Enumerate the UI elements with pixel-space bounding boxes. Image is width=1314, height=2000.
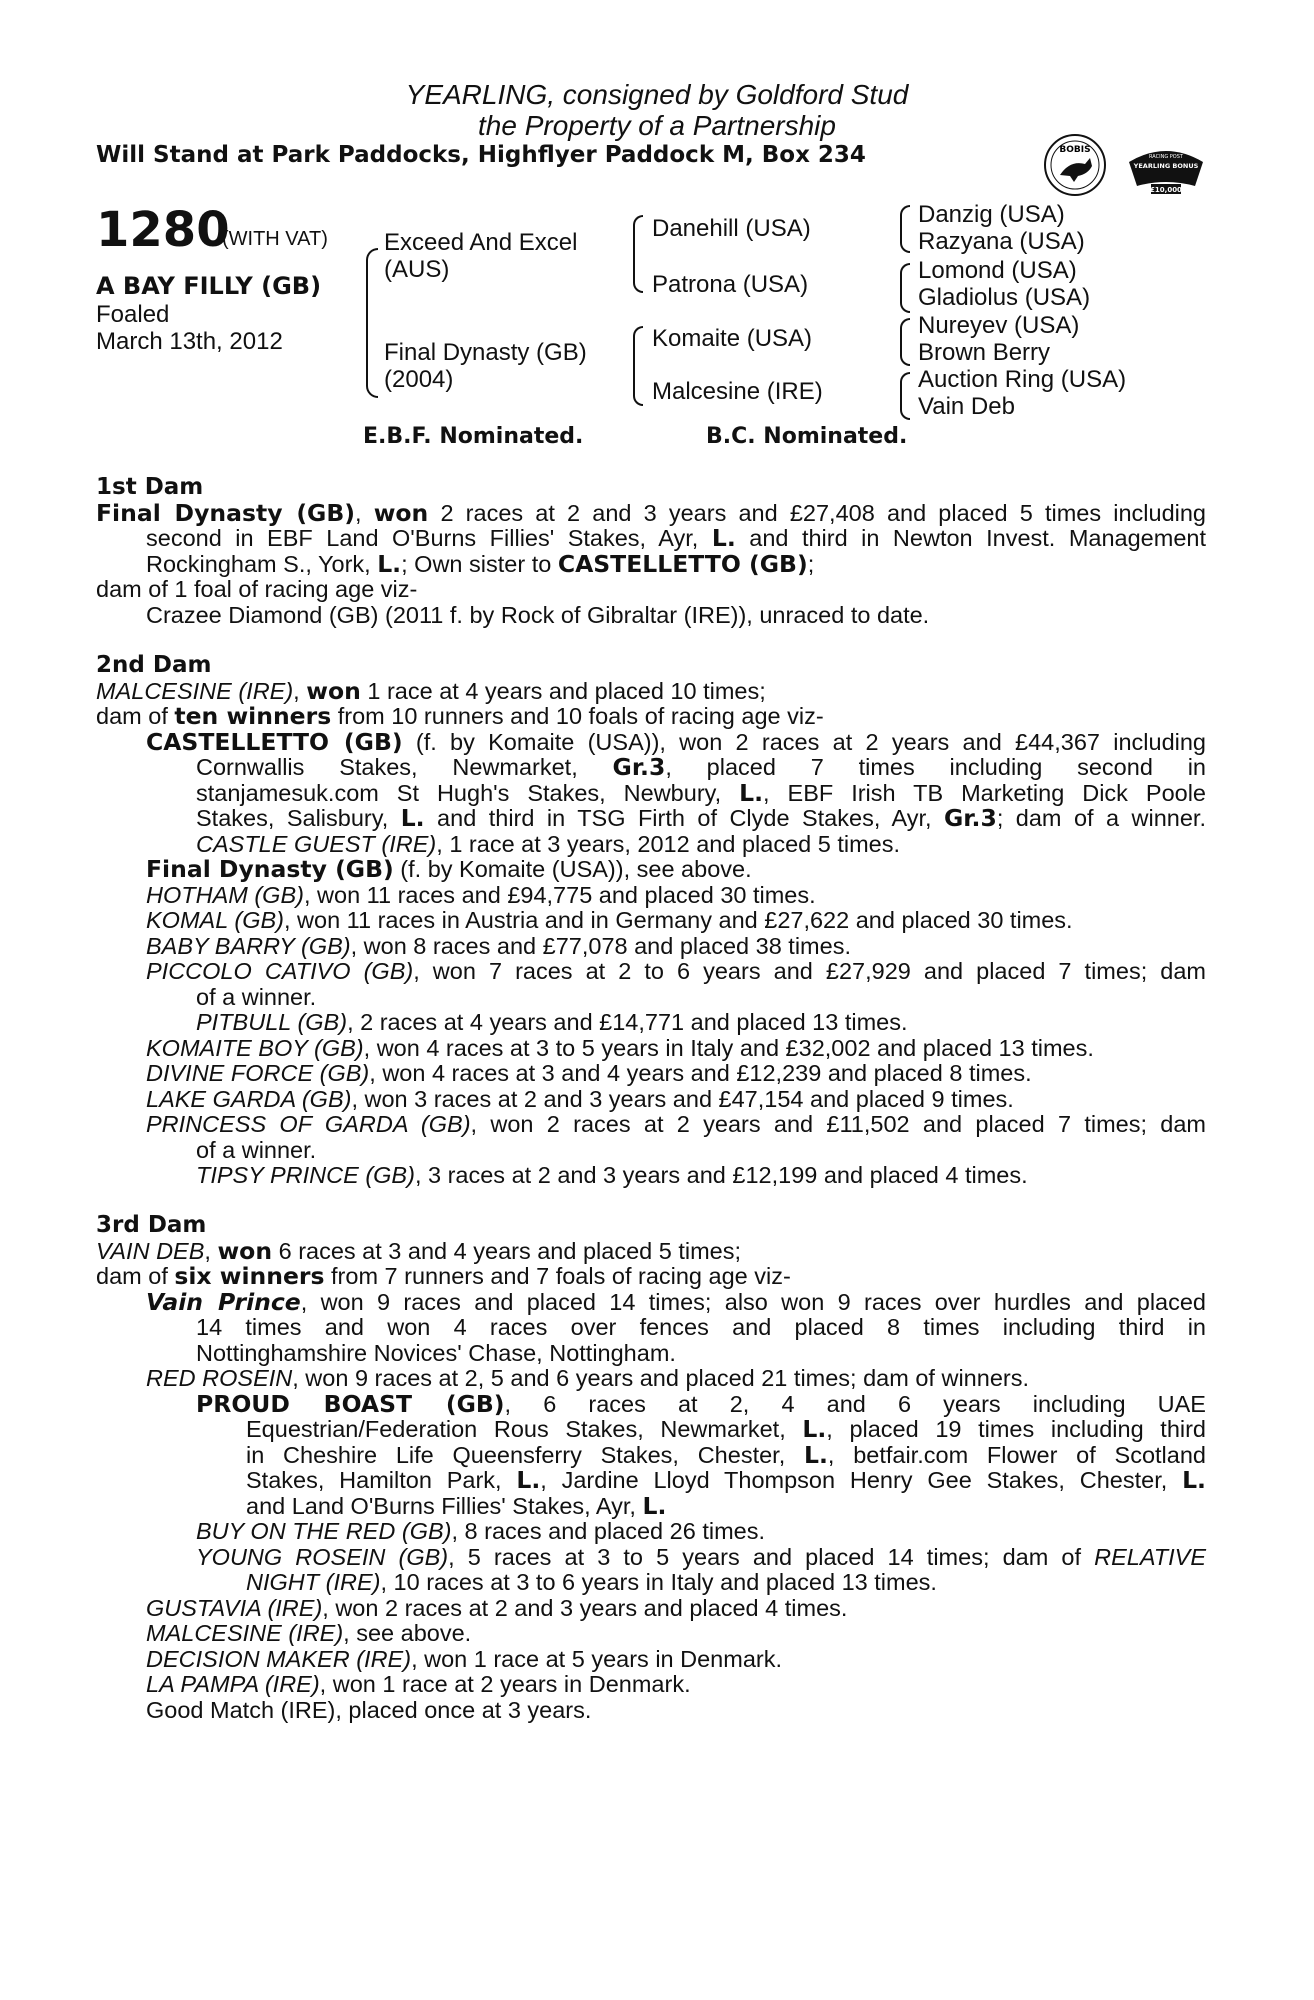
entry-text: dam of 1 foal of racing age viz- bbox=[96, 576, 418, 602]
entry-text: , 8 races and placed 26 times. bbox=[451, 1518, 765, 1544]
entry-line bbox=[96, 1061, 1206, 1087]
entry-text: 1 race at 4 years and placed 10 times; bbox=[360, 677, 766, 704]
consignor-line: YEARLING, consigned by Goldford Stud bbox=[405, 79, 909, 110]
entry-text: MALCESINE (IRE) bbox=[96, 677, 294, 704]
entry-line bbox=[96, 755, 1206, 781]
entry-text: and third in TSG Firth of Clyde Stakes, Ayr, bbox=[424, 805, 944, 831]
entry-line bbox=[96, 1596, 1206, 1622]
entry-line bbox=[96, 704, 1206, 730]
entry-text: won bbox=[217, 1236, 273, 1265]
entry-text: DECISION MAKER (IRE) bbox=[146, 1645, 412, 1672]
entry-line bbox=[96, 1341, 1206, 1367]
entry-text: Stakes, Salisbury, bbox=[196, 805, 401, 831]
entry-line bbox=[96, 1440, 1206, 1469]
entry-line bbox=[96, 985, 1206, 1011]
entry-text: GUSTAVIA (IRE) bbox=[146, 1594, 323, 1621]
entry-text: , 1 race at 3 years, 2012 and placed 5 times. bbox=[436, 830, 901, 857]
entry-text: PRINCESS OF GARDA (GB) bbox=[146, 1111, 471, 1137]
first-dam-title: 1st Dam bbox=[96, 474, 204, 500]
pedigree-brace-3a bbox=[900, 205, 910, 253]
first-dam-lines bbox=[96, 498, 1207, 629]
second-dam-title: 2nd Dam bbox=[96, 652, 212, 678]
entry-line bbox=[96, 1163, 1206, 1189]
second-dam-section bbox=[96, 653, 1206, 1189]
entry-text: Gr.3 bbox=[612, 753, 666, 781]
entry-text: , won 9 races and placed 14 times; also won 9 races over hurdles and placed bbox=[300, 1288, 1206, 1315]
entry-line bbox=[96, 676, 1206, 705]
entry-line bbox=[96, 1036, 1206, 1062]
entry-text: Rockingham S., York, bbox=[146, 550, 378, 577]
lot-number: 1280 bbox=[96, 202, 230, 258]
entry-line bbox=[96, 1236, 1206, 1265]
ggp-dsd: Brown Berry bbox=[918, 339, 1051, 366]
entry-line bbox=[96, 1491, 1206, 1520]
bobis-badge-icon bbox=[1040, 130, 1110, 200]
entry-line bbox=[96, 577, 1206, 603]
entry-text: , betfair.com Flower of Scotland bbox=[827, 1441, 1206, 1468]
entry-line bbox=[96, 857, 1206, 883]
entry-line bbox=[96, 806, 1206, 832]
entry-text: VAIN DEB bbox=[96, 1237, 205, 1264]
ggp-sdd: Gladiolus (USA) bbox=[918, 284, 1091, 311]
stand-location: Will Stand at Park Paddocks, Highflyer Paddock M, Box 234 bbox=[96, 142, 866, 168]
foaled-label: Foaled bbox=[96, 301, 170, 328]
ggp-dss: Nureyev (USA) bbox=[918, 312, 1080, 339]
entry-text: , won 4 races at 3 to 5 years in Italy and £32,002 and placed 13 times. bbox=[363, 1034, 1094, 1061]
entry-text: LAKE GARDA (GB) bbox=[146, 1085, 352, 1112]
pedigree-brace-3c bbox=[900, 318, 910, 366]
entry-text: , placed 7 times including second in bbox=[665, 754, 1206, 780]
entry-text: won bbox=[306, 676, 361, 705]
entry-text: L. bbox=[1182, 1466, 1206, 1494]
entry-text: dam of bbox=[96, 703, 175, 729]
entry-text: L. bbox=[516, 1466, 541, 1494]
entry-line bbox=[96, 1672, 1206, 1698]
entry-text: KOMAITE BOY (GB) bbox=[146, 1034, 364, 1061]
sire-origin: (AUS) bbox=[384, 256, 450, 283]
dam-year: (2004) bbox=[384, 366, 454, 393]
entry-text: of a winner. bbox=[196, 983, 317, 1010]
entry-line bbox=[96, 1621, 1206, 1647]
entry-text: Crazee Diamond (GB) (2011 f. by Rock of Gibraltar (IRE)), unraced to date. bbox=[146, 601, 930, 628]
entry-text: , 2 races at 4 years and £14,771 and placed 13 times. bbox=[347, 1009, 908, 1035]
entry-text: Good Match (IRE), placed once at 3 years. bbox=[146, 1696, 592, 1723]
entry-text: LA PAMPA (IRE) bbox=[146, 1671, 320, 1697]
entry-text: (f. by Komaite (USA)), won 2 races at 2 years and £44,367 including bbox=[402, 728, 1206, 755]
entry-text: , Jardine Lloyd Thompson Henry Gee Stakes, Chester, bbox=[540, 1467, 1183, 1493]
entry-text: L. bbox=[642, 1491, 667, 1520]
entry-text: , EBF Irish TB Marketing Dick Poole bbox=[763, 779, 1206, 806]
entry-text: second in EBF Land O'Burns Fillies' Stakes, Ayr, bbox=[146, 525, 712, 551]
entry-text: CASTELLETTO (GB) bbox=[557, 549, 808, 578]
pedigree-brace-3b bbox=[900, 263, 910, 313]
entry-text: HOTHAM (GB) bbox=[146, 881, 304, 908]
entry-text: from 10 runners and 10 foals of racing age viz- bbox=[331, 703, 824, 729]
yearling-bonus-amount: £10,000 bbox=[1150, 186, 1182, 194]
entry-text: , won 4 races at 3 and 4 years and £12,239 and placed 8 times. bbox=[369, 1060, 1032, 1086]
entry-text: ten winners bbox=[174, 702, 332, 730]
entry-line bbox=[96, 498, 1207, 527]
entry-text: L. bbox=[802, 1415, 827, 1443]
ggp-ssd: Razyana (USA) bbox=[918, 228, 1085, 255]
entry-text: , won 2 races at 2 and 3 years and placed 4 times. bbox=[322, 1594, 848, 1621]
entry-line bbox=[96, 832, 1206, 858]
entry-line bbox=[96, 1087, 1206, 1113]
entry-text: , won 11 races in Austria and in Germany and £27,622 and placed 30 times. bbox=[283, 907, 1073, 933]
entry-text: BUY ON THE RED (GB) bbox=[196, 1518, 452, 1544]
entry-text: and third in Newton Invest. Management bbox=[735, 525, 1206, 551]
entry-line bbox=[96, 549, 1206, 578]
entry-text: , 10 races at 3 to 6 years in Italy and placed 13 times. bbox=[380, 1569, 937, 1595]
vat-note: (WITH VAT) bbox=[222, 228, 328, 250]
entry-text: from 7 runners and 7 foals of racing age viz- bbox=[324, 1263, 791, 1289]
entry-text: , bbox=[204, 1237, 218, 1264]
pedigree-brace-3d bbox=[900, 372, 910, 420]
entry-text: Equestrian/Federation Rous Stakes, Newmarket, bbox=[246, 1416, 803, 1442]
entry-line bbox=[96, 1647, 1206, 1673]
entry-text: ; bbox=[807, 550, 815, 577]
dam-dam: Malcesine (IRE) bbox=[652, 378, 823, 405]
horse-description: A BAY FILLY (GB) bbox=[96, 272, 322, 300]
entry-line bbox=[96, 959, 1206, 985]
foaled-date: March 13th, 2012 bbox=[96, 328, 283, 355]
entry-text: Final Dynasty (GB) bbox=[146, 855, 394, 883]
entry-text: L. bbox=[739, 778, 764, 807]
entry-line bbox=[96, 1698, 1206, 1724]
ggp-sss: Danzig (USA) bbox=[918, 201, 1065, 228]
entry-text: PICCOLO CATIVO (GB) bbox=[146, 958, 414, 984]
entry-line bbox=[96, 1264, 1206, 1290]
entry-text: RELATIVE bbox=[1094, 1543, 1207, 1570]
sire-sire: Danehill (USA) bbox=[652, 215, 811, 242]
entry-text: , won 8 races and £77,078 and placed 38 times. bbox=[350, 932, 851, 959]
entry-line bbox=[96, 1112, 1206, 1138]
entry-line bbox=[96, 778, 1206, 807]
entry-text: , won 3 races at 2 and 3 years and £47,154 and placed 9 times. bbox=[351, 1085, 1014, 1112]
entry-text: NIGHT (IRE) bbox=[246, 1569, 381, 1595]
pedigree-brace-1 bbox=[366, 248, 378, 398]
bobis-badge-text: BOBIS bbox=[1059, 145, 1091, 155]
entry-line bbox=[96, 603, 1206, 629]
sire-name: Exceed And Excel bbox=[384, 229, 578, 256]
property-line: the Property of a Partnership bbox=[478, 110, 836, 141]
pedigree-brace-2b bbox=[633, 326, 643, 406]
entry-text: Gr.3 bbox=[944, 804, 997, 832]
entry-text: , see above. bbox=[343, 1620, 472, 1646]
bc-nominated: B.C. Nominated. bbox=[706, 424, 908, 449]
entry-text: YOUNG ROSEIN (GB) bbox=[196, 1543, 449, 1570]
first-dam-section bbox=[96, 475, 1206, 628]
third-dam-section bbox=[96, 1213, 1206, 1723]
entry-text: BABY BARRY (GB) bbox=[146, 932, 351, 959]
entry-line bbox=[96, 1010, 1206, 1036]
entry-text: L. bbox=[400, 804, 425, 832]
second-dam-lines bbox=[96, 676, 1206, 1189]
entry-line bbox=[96, 1417, 1206, 1443]
entry-line bbox=[96, 1389, 1206, 1418]
entry-line bbox=[96, 1315, 1206, 1341]
third-dam-lines bbox=[96, 1236, 1207, 1724]
ggp-ddd: Vain Deb bbox=[918, 393, 1015, 420]
entry-text: , won 11 races and £94,775 and placed 30 times. bbox=[303, 881, 816, 908]
ggp-dds: Auction Ring (USA) bbox=[918, 366, 1127, 393]
entry-text: , won 1 race at 2 years in Denmark. bbox=[319, 1671, 691, 1697]
entry-line bbox=[96, 1138, 1206, 1164]
entry-text: 14 times and won 4 races over fences and placed 8 times including third in bbox=[196, 1314, 1206, 1340]
entry-text: (f. by Komaite (USA)), see above. bbox=[393, 856, 752, 882]
entry-text: 2 races at 2 and 3 years and £27,408 and placed 5 times including bbox=[428, 499, 1207, 526]
entry-text: KOMAL (GB) bbox=[146, 907, 284, 933]
entry-text: , bbox=[293, 677, 307, 704]
entry-text: PROUD BOAST (GB) bbox=[196, 1389, 505, 1418]
entry-line bbox=[96, 883, 1206, 909]
entry-line bbox=[96, 934, 1206, 960]
entry-text: L. bbox=[711, 524, 736, 552]
entry-text: won bbox=[373, 498, 429, 527]
entry-text: Cornwallis Stakes, Newmarket, bbox=[196, 754, 613, 780]
entry-text: ; Own sister to bbox=[401, 550, 558, 577]
entry-text: in Cheshire Life Queensferry Stakes, Chester, bbox=[246, 1441, 804, 1468]
entry-text: six winners bbox=[174, 1262, 325, 1290]
entry-text: Vain Prince bbox=[146, 1287, 301, 1316]
entry-text: 6 races at 3 and 4 years and placed 5 times; bbox=[272, 1237, 742, 1264]
entry-text: Stakes, Hamilton Park, bbox=[246, 1467, 517, 1493]
entry-text: stanjamesuk.com St Hugh's Stakes, Newbury, bbox=[196, 779, 740, 806]
entry-text: , 5 races at 3 to 5 years and placed 14 times; dam of bbox=[448, 1543, 1095, 1570]
third-dam-title: 3rd Dam bbox=[96, 1212, 207, 1238]
entry-line bbox=[96, 727, 1206, 756]
entry-text: dam of bbox=[96, 1263, 175, 1289]
entry-text: and Land O'Burns Fillies' Stakes, Ayr, bbox=[246, 1492, 643, 1519]
entry-text: L. bbox=[804, 1440, 828, 1469]
entry-text: , bbox=[355, 499, 374, 526]
entry-text: TIPSY PRINCE (GB) bbox=[196, 1162, 415, 1188]
entry-text: , won 7 races at 2 to 6 years and £27,929 and placed 7 times; dam bbox=[413, 958, 1206, 984]
entry-line bbox=[96, 1519, 1206, 1545]
entry-text: Nottinghamshire Novices' Chase, Nottingham. bbox=[196, 1339, 676, 1366]
pedigree-brace-2a bbox=[633, 215, 643, 293]
entry-text: ; dam of a winner. bbox=[996, 805, 1206, 831]
entry-text: MALCESINE (IRE) bbox=[146, 1620, 344, 1646]
entry-text: , won 9 races at 2, 5 and 6 years and placed 21 times; dam of winners. bbox=[292, 1365, 1029, 1391]
entry-line bbox=[96, 908, 1206, 934]
yearling-bonus-badge-icon bbox=[1125, 140, 1207, 198]
dam-name: Final Dynasty (GB) bbox=[384, 339, 587, 366]
yearling-bonus-top-text: RACING POST bbox=[1149, 154, 1183, 160]
entry-text: Final Dynasty (GB) bbox=[96, 498, 356, 527]
dam-sire: Komaite (USA) bbox=[652, 325, 813, 352]
entry-text: , 3 races at 2 and 3 years and £12,199 and placed 4 times. bbox=[414, 1162, 1028, 1188]
entry-line bbox=[96, 1545, 1206, 1571]
yearling-bonus-text: YEARLING BONUS bbox=[1133, 162, 1199, 170]
entry-line bbox=[96, 1570, 1206, 1596]
entry-text: RED ROSEIN bbox=[146, 1365, 293, 1391]
entry-text: , placed 19 times including third bbox=[826, 1416, 1207, 1442]
entry-text: , won 2 races at 2 years and £11,502 and placed 7 times; dam bbox=[470, 1111, 1206, 1137]
entry-text: , won 1 race at 5 years in Denmark. bbox=[411, 1645, 783, 1672]
entry-text: L. bbox=[377, 549, 402, 578]
entry-text: , 6 races at 2, 4 and 6 years including UAE bbox=[504, 1390, 1206, 1417]
entry-line bbox=[96, 526, 1206, 552]
entry-text: of a winner. bbox=[196, 1136, 317, 1163]
entry-line bbox=[96, 1366, 1206, 1392]
ggp-sds: Lomond (USA) bbox=[918, 257, 1077, 284]
entry-line bbox=[96, 1468, 1206, 1494]
sire-dam: Patrona (USA) bbox=[652, 271, 809, 298]
entry-text: PITBULL (GB) bbox=[196, 1009, 348, 1035]
entry-line bbox=[96, 1287, 1206, 1316]
ebf-nominated: E.B.F. Nominated. bbox=[363, 424, 584, 449]
entry-text: CASTLE GUEST (IRE) bbox=[196, 830, 437, 857]
entry-text: DIVINE FORCE (GB) bbox=[146, 1060, 370, 1086]
entry-text: CASTELLETTO (GB) bbox=[146, 727, 403, 756]
